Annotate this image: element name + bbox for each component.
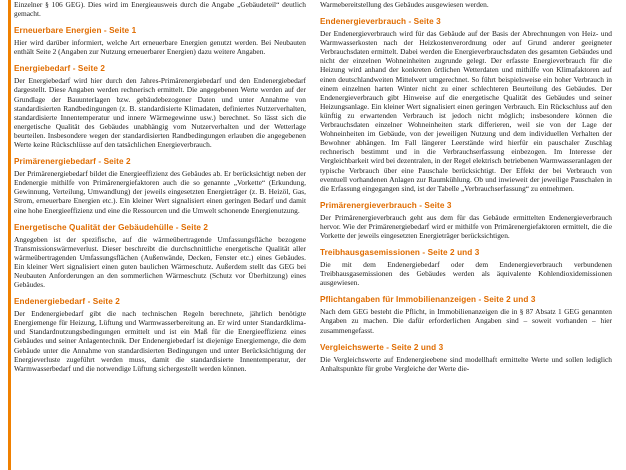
section-heading-primaerenergiebedarf: Primärenergiebedarf - Seite 2 bbox=[14, 157, 131, 167]
section-text-treibhausgasemissionen: Die mit dem Endenergiebedarf oder dem Endenergieverbrauch verbundenen Treibhausgasemissionen des Gebäudes werden als äquivalente Kohlendioxidemissionen ausgewiesen. bbox=[320, 260, 612, 288]
section-heading-erneuerbare-energien: Erneuerbare Energien - Seite 1 bbox=[14, 26, 137, 36]
section-heading-treibhausgasemissionen: Treibhausgasemissionen - Seite 2 und 3 bbox=[320, 248, 480, 258]
section-heading-endenergieverbrauch: Endenergieverbrauch - Seite 3 bbox=[320, 17, 441, 27]
section-text-energiebedarf: Der Energiebedarf wird hier durch den Jahres-Primärenergiebedarf und den Endenergiebedarf dargestellt. Diese Angaben werden rechnerisch ermittelt. Die angegebenen Werte werden auf der Grundlage der Bauunterlagen bzw. gebäudebezogener Daten und unter Annahme von standardisierten Randbedingungen (z. B. standardisierte Klimadaten, definiertes Nutzerverhalten, standardisierte Innentemperatur und innere Wärmegewinne usw.) berechnet. So lässt sich die energetische Qualität des Gebäudes unabhängig vom Nutzerverhalten und der Wetterlage beurteilen. Insbesondere wegen der standardisierten Randbedingungen erlauben die angegebenen Werte keine Rückschlüsse auf den tatsächlichen Energieverbrauch. bbox=[14, 76, 306, 150]
two-column-layout bbox=[14, 0, 612, 470]
section-heading-energetische-qualitaet: Energetische Qualität der Gebäudehülle - Seite 2 bbox=[14, 222, 209, 232]
section-text-endenergiebedarf: Der Endenergiebedarf gibt die nach technischen Regeln berechnete, jährlich benötigte Energiemenge für Heizung, Lüftung und Warmwasserbereitung an. Er wird unter Standardklima- und Standardnutzungsbedingungen ermittelt und ist ein Maß für die Energieeffizienz eines Gebäudes und seiner Anlagentechnik. Der Endenergiebedarf ist diejenige Energiemenge, die dem Gebäude unter die Annahme von standardisierten Bedingungen und unter Berücksichtigung der Energieverluste zugeführt werden muss, damit die standardisierte Innentemperatur, der Warmwasserbedarf und die notwendige Lüftung sichergestellt werden können. bbox=[14, 309, 306, 373]
section-text-vergleichswerte: Die Vergleichswerte auf Endenergieebene sind modellhaft ermittelte Werte und sollen lediglich Anhaltspunkte für grobe Vergleiche der Werte die- bbox=[320, 354, 612, 373]
section-text-pflichtangaben: Nach dem GEG besteht die Pflicht, in Immobilienanzeigen die in § 87 Absatz 1 GEG genannten Angaben zu machen. Die dafür erforderlichen Angaben sind – soweit vorhanden – hier zusammengefasst. bbox=[320, 307, 612, 335]
left-column bbox=[14, 0, 306, 470]
section-text-energetische-qualitaet: Angegeben ist der spezifische, auf die wärmeübertragende Umfassungsfläche bezogene Transmissionswärmeverlust. Dieser beschreibt die durchschnittliche energetische Qualität aller wärmeübertragenden Umfassungsflächen (Außenwände, Decken, Fenster etc.) eines Gebäudes. Ein kleiner Wert signalisiert einen guten baulichen Wärmeschutz. Außerdem stellt das GEG bei Neubauten Anforderungen an den sommerlichen Wärmeschutz (Schutz vor Überhitzung) eines Gebäudes. bbox=[14, 234, 306, 290]
orange-side-rule bbox=[8, 0, 11, 470]
right-column bbox=[320, 0, 612, 470]
section-heading-endenergiebedarf: Endenergiebedarf - Seite 2 bbox=[14, 297, 120, 307]
section-text-primaerenergiebedarf: Der Primärenergiebedarf bildet die Energieeffizienz des Gebäudes ab. Er berücksichtigt neben der Endenergie mithilfe von Primärenergiefaktoren auch die so genannte „Vorkette“ (Erkundung, Gewinnung, Verteilung, Umwandlung) der jeweils eingesetzten Energieträger (z. B. Heizöl, Gas, Strom, erneuerbare Energien etc.). Ein kleiner Wert signalisiert einen geringen Bedarf und damit eine hohe Energieeffizienz und eine die Ressourcen und die Umwelt schonende Energienutzung. bbox=[14, 169, 306, 215]
section-text-primaerenergieverbrauch: Der Primärenergieverbrauch geht aus dem für das Gebäude ermittelten Endenergieverbrauch hervor. Wie der Primärenergiebedarf wird er mithilfe von Primärenergiefaktoren ermittelt, die die Vorkette der jeweils eingesetzten Energieträger berücksichtigen. bbox=[320, 212, 612, 240]
intro-paragraph-continued: Einzelner § 106 GEG). Dies wird im Energieausweis durch die Angabe „Gebäudeteil“ deutlich gemacht. bbox=[14, 0, 306, 19]
section-heading-pflichtangaben: Pflichtangaben für Immobilienanzeigen - Seite 2 und 3 bbox=[320, 295, 536, 305]
section-text-erneuerbare-energien: Hier wird darüber informiert, welche Art erneuerbare Energien genutzt werden. Bei Neubauten enthält Seite 2 (Angaben zur Nutzung erneuerbarer Energien) dazu weitere Angaben. bbox=[14, 38, 306, 57]
section-heading-vergleichswerte: Vergleichswerte - Seite 2 und 3 bbox=[320, 342, 444, 352]
section-heading-primaerenergieverbrauch: Primärenergieverbrauch - Seite 3 bbox=[320, 200, 452, 210]
paragraph-continued-top: Warmebereitstellung des Gebäudes ausgewiesen werden. bbox=[320, 0, 489, 9]
section-heading-energiebedarf: Energiebedarf - Seite 2 bbox=[14, 64, 106, 74]
section-text-endenergieverbrauch: Der Endenergieverbrauch wird für das Gebäude auf der Basis der Abrechnungen von Heiz- und Warmwasserkosten nach der Heizkostenverordnung oder auf Grund anderer geeigneter Verbrauchsdaten ermittelt. Dabei werden die Energieverbrauchsdaten des gesamten Gebäudes und nicht der einzelnen Wohneinheiten zugrunde gelegt. Der erfasste Energieverbrauch für die Heizung wird anhand der konkreten örtlichen Wetterdaten und mithilfe von Klimafaktoren auf einen deutschlandweiten Mittelwert umgerechnet. So führt beispielsweise ein hoher Verbrauch in einem einzelnen harten Winter nicht zu einer schlechteren Beurteilung des Gebäudes. Der Endenergieverbrauch gibt Hinweise auf die energetische Qualität des Gebäudes und seiner Heizungsanlage. Ein kleiner Wert signalisiert einen geringen Verbrauch. Ein Rückschluss auf den künftig zu erwartenden Verbrauch ist jedoch nicht möglich; insbesondere können die Verbrauchsdaten einzelner Wohneinheiten stark differieren, weil sie von der Lage der Wohneinheiten im Gebäude, von der jeweiligen Nutzung und dem individuellen Verhalten der Bewohner abhängen. Im Fall längerer Leerstände wird hierfür ein pauschaler Zuschlag rechnerisch bestimmt und in die Verbrauchserfassung einbezogen. Im Interesse der Vergleichbarkeit wird bei dezentralen, in der Regel elektrisch betriebenen Warmwasseranlagen der typische Verbrauch über eine Pauschale berücksichtigt. Der Effekt der bei Verbrauch von eventuell vorhandenen Anlagen zur Raumkühlung. Ob und inwieweit der jeweilige Pauschalen in die Erfassung eingegangen sind, ist der Tabelle „Verbrauchserfassung“ zu entnehmen. bbox=[320, 29, 612, 193]
